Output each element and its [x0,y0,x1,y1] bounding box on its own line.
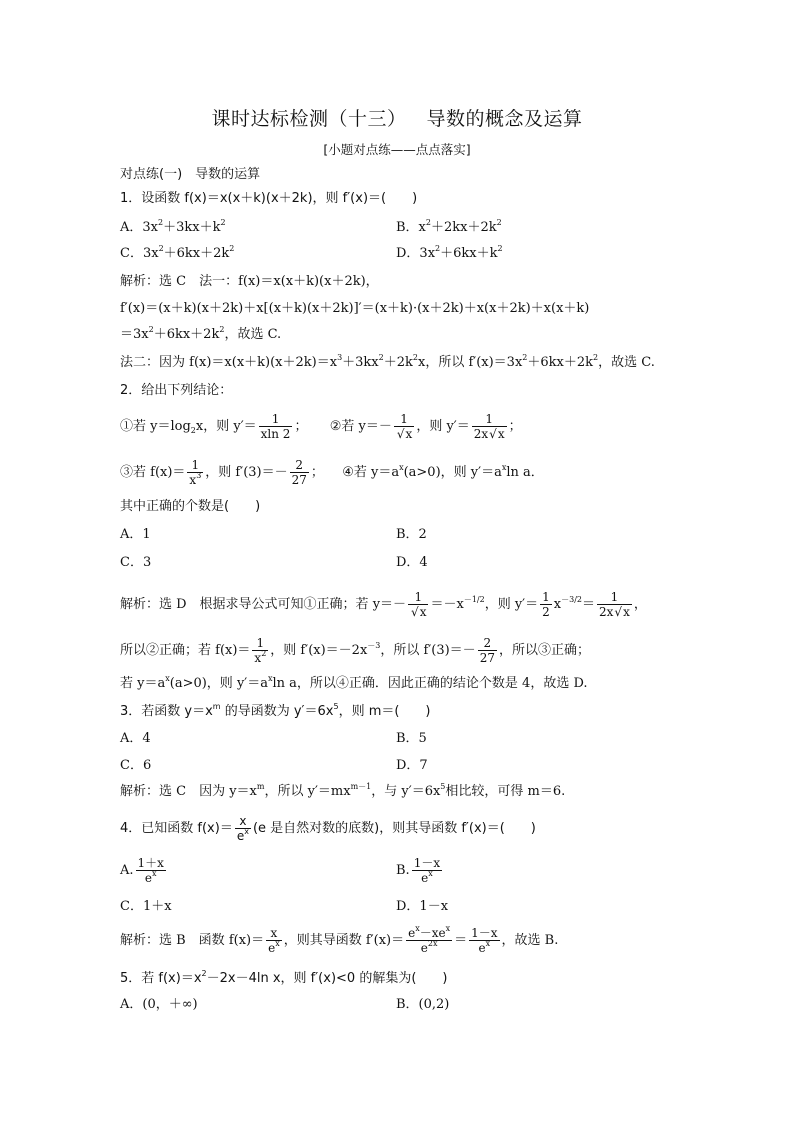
q3-option-d: D．7 [396,758,428,773]
question-5-stem: 5．若 $f(x)=x^2-2x-4\ln$ x，则 f′(x)<0 的解集为( ) [120,969,448,986]
q1-option-b: B．$x^2+2kx+2k^2$ [396,218,502,235]
q2-option-a: A．1 [120,527,151,542]
q3-option-c: C．6 [120,758,152,773]
q1-option-d: D．$3x^2+6kx+k^2$ [396,244,503,261]
q1-solution-line-4: 法二：因为 $f(x)=x(x+k)(x+2k)=x^3+3kx^2+2k^2x$，所以 $f'(x)=3x^2+6kx+2k^2$，故选 C. [120,353,655,370]
q5-option-a: A．(0，＋∞) [120,997,198,1012]
title-right: 导数的概念及运算 [426,108,583,130]
q4-option-c: C．1＋x [120,899,172,914]
section-heading: 对点练(一) 导数的运算 [120,167,261,182]
q4-option-d: D．1－x [396,899,449,914]
q3-option-a: A．4 [120,731,151,746]
q2-option-d: D．4 [396,555,428,570]
q2-solution-line-2: 所以②正确；若 f(x)＝ $\frac{1}{x^2}$ ，则 $f'(x)=-2x^{-3}$，所以 f′(3)＝－ $\frac{2}{27}$ ，所以③正确； [120,636,590,665]
question-2-stem: 2．给出下列结论： [120,383,233,398]
q4-solution: 解析：选 B 函数 f(x)＝ $\frac{x}{e^x}$ ，则其导函数 f′(x)＝ $\frac{e^x-xe^x}{e^{2x}}$ ＝ $\frac{1-x}{e^x}$ ，故选 B. [120,924,559,955]
q5-option-b: B．(0,2) [396,997,450,1012]
q3-option-b: B．5 [396,731,427,746]
q3-solution: 解析：选 C 因为 $y=x^m$，所以 $y'=mx^{m-1}$，与 $y'=6x^5$相比较，可得 m＝6. [120,782,566,799]
question-4-stem: 4．已知函数 f(x)＝ $\frac{x}{e^x}$ (e 是自然对数的底数)，则其导函数 f′(x)＝( ) [120,814,536,843]
q2-solution-line-1: 解析：选 D 根据求导公式可知①正确；若 y＝－ 1 √ x $=-x^{-1/2}$，则 y′＝ $\frac{1}{2}$ $x^{-3/2}=$ $\frac{1}{2x√ x}$ ， [120,588,647,622]
q4-option-a: A. $\frac{1+x}{e^x}$ [120,856,164,885]
page-subtitle: [小题对点练——点点落实] [323,142,471,157]
q2-option-b: B．2 [396,527,427,542]
q2-option-c: C．3 [120,555,152,570]
q4-option-b: B. $\frac{1-x}{e^x}$ [396,856,441,885]
question-1-stem: 1．设函数 f(x)＝x(x＋k)(x＋2k)，则 f′(x)＝( ) [120,191,418,206]
q2-statements-3-4: ③若 f(x)＝ $\frac{1}{x^3}$ ，则 f′(3)＝－ $\frac{2}{27}$ ； ④若 $y=a^x(a>0)$，则 $y'=a^x\ln$ a． [120,458,544,487]
q2-solution-line-3: 若 $y=a^x(a>0)$，则 $y'=a^x\ln$ a，所以④正确．因此正确的结论个数是 4，故选 D. [120,674,588,691]
q1-solution-line-2: f′(x)＝(x＋k)(x＋2k)＋x[(x＋k)(x＋2k)]′＝(x＋k)·(x＋2k)＋x(x＋2k)＋x(x＋k) [120,301,590,316]
q1-option-c: C．$3x^2+6kx+2k^2$ [120,244,235,261]
q2-ask: 其中正确的个数是( ) [120,499,261,514]
question-3-stem: 3．若函数 $y=x^m$ 的导函数为 $y'=6x^5$，则 m＝( ) [120,702,431,719]
q1-option-a: A．$3x^2+3kx+k^2$ [120,218,226,235]
title-left: 课时达标检测（十三） [211,108,407,130]
page-title [0,104,794,131]
q1-solution-line-1: 解析：选 C 法一：f(x)＝x(x＋k)(x＋2k)， [120,274,379,289]
q2-statements-1-2: ①若 $y=\log_2x$，则 y′＝ $\frac{1}{xln 2}$ ； ②若 y＝－ 1 √ x ，则 y′＝ $\frac{1}{2x√ x}$ ； [120,410,522,444]
q1-solution-line-3: $=3x^2+6kx+2k^2$，故选 C. [120,325,282,342]
